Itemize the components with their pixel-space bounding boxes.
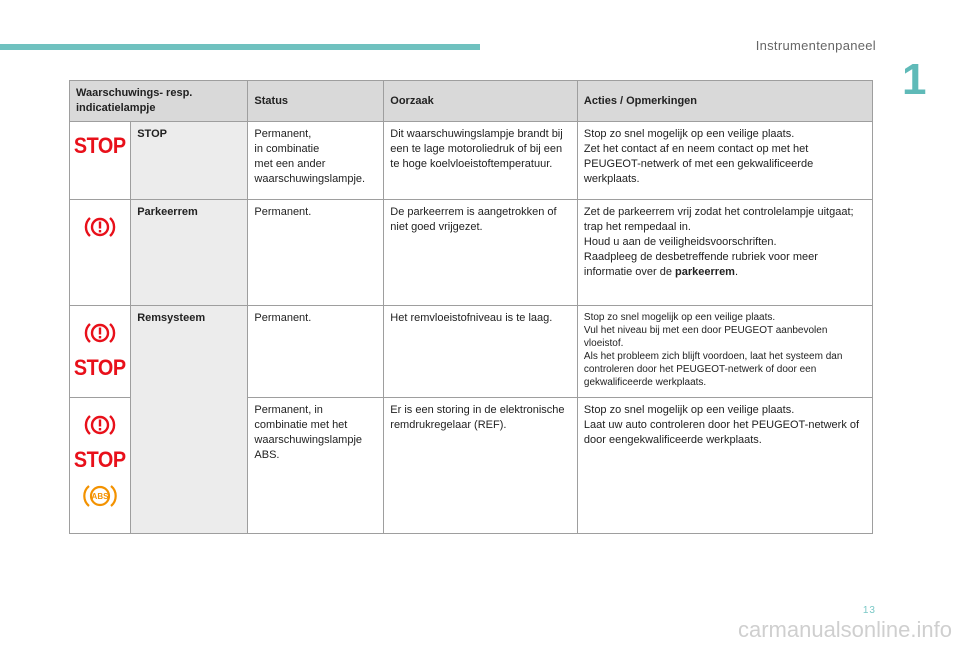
icon-cell [70,122,131,200]
lamp-name: Remsysteem [131,306,248,534]
section-title: Instrumentenpaneel [755,38,876,53]
actions-cell: Stop zo snel mogelijk op een veilige plaats. Vul het niveau bij met een door PEUGEOT aanbevolen vloeistof. Als het probleem zich blijft voordoen, laat het systeem dan controleren door het PEUGEOT-netwerk of door een gekwalificeerde werkplaats. [577,306,872,398]
status-cell: Permanent. [248,306,384,398]
lamp-name: STOP [131,122,248,200]
stop-icon: STOP [74,355,126,380]
icon-cell [70,398,131,534]
status-cell: Permanent. [248,200,384,306]
icon-cell [70,306,131,398]
actions-bold-term: parkeerrem [675,266,735,278]
chapter-number: 1 [902,55,927,104]
table-row [70,200,873,306]
cause-cell: Dit waarschuwingslampje brandt bij een te lage motoroliedruk of bij een te hoge koelvloeistoftemperatuur. [384,122,578,200]
abs-icon-label: ABS [91,492,109,501]
stop-icon: STOP [74,447,126,472]
brake-warning-icon [83,214,117,240]
brake-warning-icon [83,320,117,346]
actions-cell: Stop zo snel mogelijk op een veilige plaats. Zet het contact af en neem contact op met het PEUGEOT-netwerk of met een gekwalificeerde werkplaats. [577,122,872,200]
actions-end: . [734,266,739,278]
cause-cell: Het remvloeistofniveau is te laag. [384,306,578,398]
icon-cell [70,200,131,306]
warning-lights-table [69,80,873,534]
cause-cell: Er is een storing in de elektronische remdrukregelaar (REF). [384,398,578,534]
table-row [70,122,873,200]
actions-cell: Stop zo snel mogelijk op een veilige plaats. Laat uw auto controleren door het PEUGEOT-netwerk of door eengekwalificeerde werkplaats. [577,398,872,534]
brake-warning-icon [83,412,117,438]
cause-cell: De parkeerrem is aangetrokken of niet goed vrijgezet. [384,200,578,306]
column-header-lamp: Waarschuwings- resp. indicatielampje [70,81,248,122]
table-row [70,306,873,398]
watermark: carmanualsonline.info [737,617,952,642]
stop-icon: STOP [74,133,126,158]
abs-warning-icon [81,482,119,510]
table-header-row [70,81,873,122]
column-header-actions: Acties / Opmerkingen [577,81,872,122]
status-cell: Permanent, in combinatie met een ander waarschuwingslampje. [248,122,384,200]
actions-text: Zet de parkeerrem vrij zodat het controlelampje uitgaat; trap het rempedaal in. Houd u aan de veiligheidsvoorschriften. Raadpleeg de desbetreffende rubriek voor meer informatie over de [583,206,854,278]
column-header-cause: Oorzaak [384,81,578,122]
status-cell: Permanent, in combinatie met het waarschuwingslampje ABS. [248,398,384,534]
page-number: 13 [862,605,876,616]
lamp-name: Parkeerrem [131,200,248,306]
column-header-status: Status [248,81,384,122]
actions-cell [577,200,872,306]
header-accent-bar [0,44,480,50]
